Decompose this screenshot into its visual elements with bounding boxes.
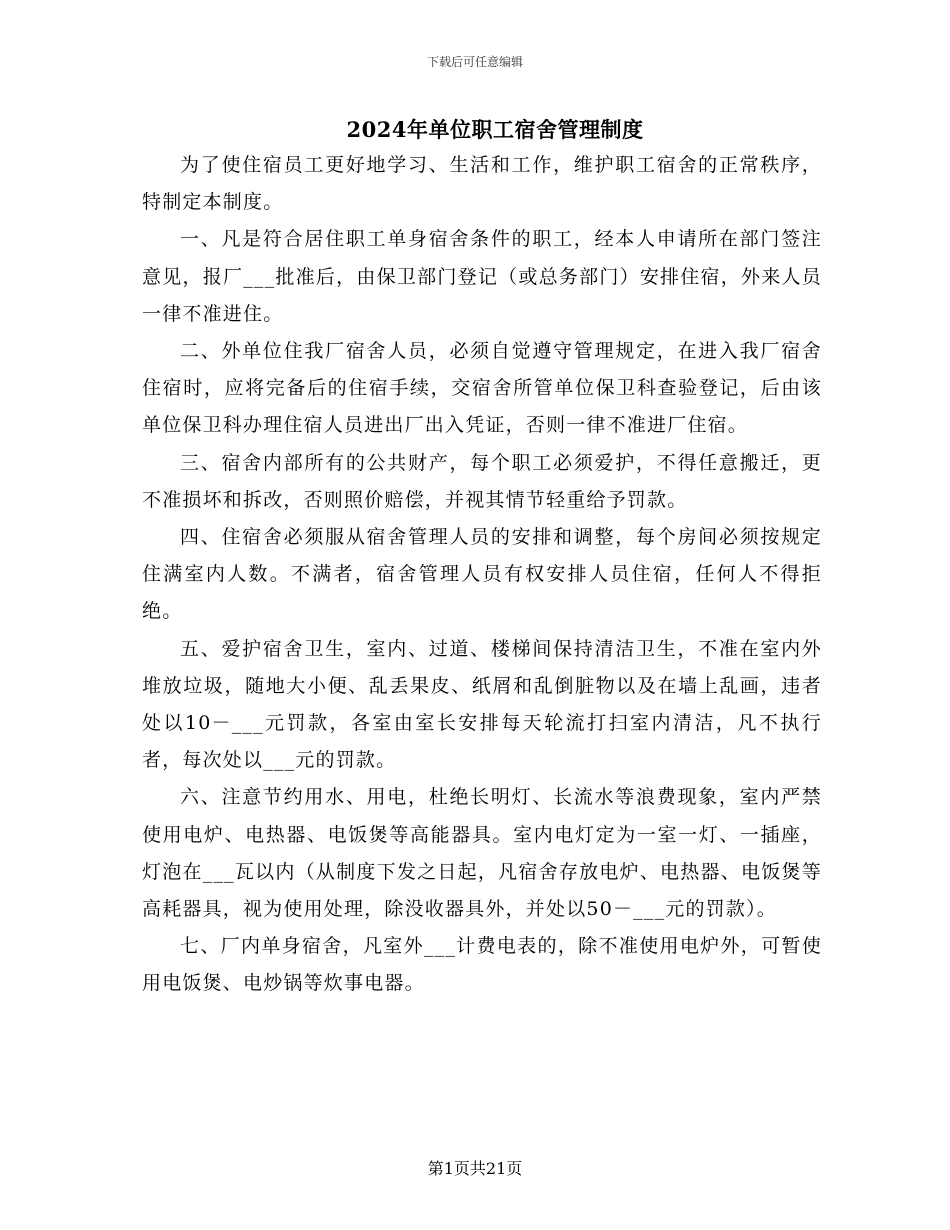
paragraph-article-3: 三、宿舍内部所有的公共财产，每个职工必须爱护，不得任意搬迁，更不准损坏和拆改，否则照价赔偿，并视其情节轻重给予罚款。 [142, 451, 822, 511]
document-title: 2024年单位职工宿舍管理制度 [346, 117, 644, 142]
paragraph-article-7: 七、厂内单身宿舍，凡室外___计费电表的，除不准使用电炉外，可暂使用电饭煲、电炒锅等炊事电器。 [142, 935, 822, 995]
paragraph-article-6: 六、注意节约用水、用电，杜绝长明灯、长流水等浪费现象，室内严禁使用电炉、电热器、电饭煲等高能器具。室内电灯定为一室一灯、一插座，灯泡在___瓦以内（从制度下发之日起，凡宿舍存放电炉、电热器、电饭煲等高耗器具，视为使用处理，除没收器具外，并处以50－___元的罚款）。 [142, 786, 822, 921]
paragraph-article-4: 四、住宿舍必须服从宿舍管理人员的安排和调整，每个房间必须按规定住满室内人数。不满者，宿舍管理人员有权安排人员住宿，任何人不得拒绝。 [142, 526, 822, 623]
paragraph-article-5: 五、爱护宿舍卫生，室内、过道、楼梯间保持清洁卫生，不准在室内外堆放垃圾，随地大小便、乱丢果皮、纸屑和乱倒脏物以及在墙上乱画，违者处以10－___元罚款，各室由室长安排每天轮流打扫室内清洁，凡不执行者，每次处以___元的罚款。 [142, 637, 822, 772]
paragraph-intro: 为了使住宿员工更好地学习、生活和工作，维护职工宿舍的正常秩序，特制定本制度。 [142, 154, 822, 214]
page-footer: 第1页共21页 [427, 1159, 523, 1178]
paragraph-article-2: 二、外单位住我厂宿舍人员，必须自觉遵守管理规定，在进入我厂宿舍住宿时，应将完备后的住宿手续，交宿舍所管单位保卫科查验登记，后由该单位保卫科办理住宿人员进出厂出入凭证，否则一律不准进厂住宿。 [142, 340, 822, 437]
document-body [142, 147, 822, 1003]
header-note: 下载后可任意编辑 [426, 55, 523, 69]
paragraph-article-1: 一、凡是符合居住职工单身宿舍条件的职工，经本人申请所在部门签注意见，报厂___批准后，由保卫部门登记（或总务部门）安排住宿，外来人员一律不准进住。 [142, 228, 822, 325]
